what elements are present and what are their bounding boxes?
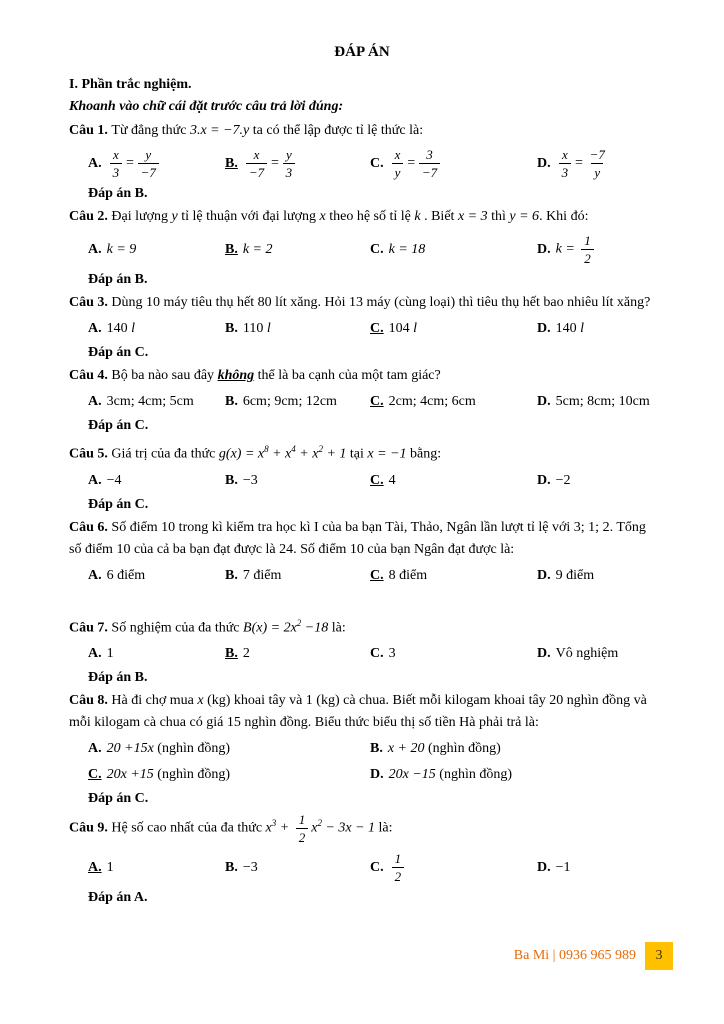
option-label: B. (225, 859, 238, 875)
fraction (138, 147, 159, 180)
option-label: C. (370, 860, 384, 876)
text-segment: l (131, 321, 136, 336)
option (88, 318, 225, 340)
question-label: Câu 5. (69, 446, 112, 462)
option (88, 643, 225, 665)
option-label: A. (88, 241, 102, 257)
text-segment: k = 9 (106, 241, 137, 257)
option (225, 391, 370, 413)
text-segment: 5cm; 8cm; 10cm (555, 394, 650, 409)
option-label: A. (88, 472, 102, 488)
answer-line: Đáp án C. (88, 791, 149, 807)
option (370, 643, 537, 665)
question-label: Câu 2. (69, 209, 112, 224)
text-segment: y = 6 (509, 209, 540, 224)
option (225, 318, 370, 340)
option-label: D. (537, 321, 551, 336)
text-segment: 6cm; 9cm; 12cm (242, 394, 337, 409)
text-segment: Dùng 10 máy tiêu thụ hết 80 lít xăng. Hỏi 13 máy (cùng loại) thì tiêu thụ hết bao nhiêu lít xăng? (111, 295, 651, 310)
fraction (283, 147, 296, 180)
option-label-correct: B. (225, 646, 238, 662)
option (225, 857, 370, 879)
option-label: D. (537, 394, 551, 409)
option (88, 239, 225, 261)
fraction-denominator: −7 (138, 163, 159, 180)
text-segment: −3 (242, 859, 258, 875)
option (537, 565, 655, 587)
option (537, 857, 655, 879)
option (225, 146, 370, 181)
question-label: Câu 8. (69, 693, 112, 709)
text-segment: tại (346, 446, 368, 462)
text-segment: x = 3 (457, 209, 492, 224)
option (88, 391, 225, 413)
questions (69, 120, 655, 909)
text-segment: thì (491, 209, 510, 224)
text-segment: Số nghiệm của đa thức (111, 620, 244, 636)
question-block (69, 612, 655, 690)
instruction-line: Khoanh vào chữ cái đặt trước câu trả lời đúng: (69, 99, 344, 114)
text-segment: 2 (296, 617, 302, 628)
option (537, 643, 655, 665)
text-segment: 110 (242, 321, 267, 336)
question-label: Câu 1. (69, 123, 112, 138)
text-segment: (nghìn đồng) (157, 741, 231, 757)
option (88, 857, 225, 879)
option-label: D. (370, 767, 384, 783)
text-segment: −18 (301, 620, 329, 636)
question-text (69, 811, 655, 846)
footer (514, 942, 673, 970)
page-number-badge: 3 (645, 942, 673, 970)
option-label-correct: C. (370, 394, 384, 409)
answer-line: Đáp án A. (88, 890, 148, 906)
fraction (392, 147, 404, 180)
option (225, 470, 370, 492)
text-segment: không (217, 368, 255, 383)
option (88, 738, 370, 760)
fraction-denominator: 2 (392, 867, 405, 884)
option-label-correct: C. (88, 767, 102, 783)
option-label: C. (370, 155, 384, 171)
option (537, 391, 655, 413)
question-text (69, 365, 655, 387)
text-segment: x (311, 821, 318, 837)
text-segment: 3 (271, 818, 277, 829)
text-segment: theo hệ số tỉ lệ (329, 209, 415, 224)
text-segment: thể là ba cạnh của một tam giác? (254, 368, 441, 383)
fraction-numerator: x (253, 147, 260, 162)
fraction (392, 851, 405, 884)
option-label: D. (537, 241, 551, 257)
fraction-denominator: y (392, 163, 404, 180)
option (225, 565, 370, 587)
text-segment: 104 (388, 321, 414, 336)
option-label-correct: C. (370, 472, 384, 488)
text-segment: Đại lượng (111, 209, 172, 224)
option (370, 565, 537, 587)
fraction-denominator: y (591, 163, 603, 180)
text-segment: Giá trị của đa thức (111, 446, 219, 462)
text-segment: ta có thể lập được tỉ lệ thức là: (252, 123, 424, 138)
text-segment: g(x) = x (218, 446, 265, 462)
text-segment: 1 (106, 646, 114, 662)
fraction-numerator: y (285, 147, 292, 162)
text-segment: x + 20 (387, 741, 429, 757)
text-segment: x (319, 209, 330, 224)
question-block (69, 206, 655, 291)
options-row (69, 232, 655, 267)
text-segment: là: (375, 821, 393, 837)
fraction (419, 147, 440, 180)
text-segment: = (270, 155, 280, 171)
question-block (69, 517, 655, 611)
option-label: D. (537, 646, 551, 662)
text-segment: 3 (388, 646, 396, 662)
option (537, 232, 655, 267)
text-segment: bằng: (406, 446, 442, 462)
option (370, 391, 537, 413)
option (370, 738, 655, 760)
text-segment: . Biết (424, 209, 458, 224)
option-label-correct: B. (225, 241, 238, 257)
question-label: Câu 9. (69, 821, 112, 837)
question-label: Câu 7. (69, 620, 112, 636)
text-segment: −4 (106, 472, 122, 488)
fraction-numerator: 1 (584, 233, 591, 248)
options-row (69, 565, 655, 587)
option (88, 764, 370, 786)
answer-line: Đáp án C. (88, 345, 149, 360)
option (88, 565, 225, 587)
option (88, 146, 225, 181)
option (370, 239, 537, 261)
text-segment: y (171, 209, 182, 224)
section-heading: I. Phần trắc nghiệm. (69, 77, 192, 92)
fraction-denominator: −7 (419, 163, 440, 180)
text-segment: (nghìn đồng) (428, 741, 501, 757)
text-segment: k = 18 (388, 241, 426, 257)
fraction (246, 147, 267, 180)
option-label: D. (537, 155, 551, 171)
options-row (69, 643, 655, 665)
text-segment: 2 (317, 818, 322, 829)
text-segment: −2 (555, 472, 571, 488)
fraction-numerator: −7 (589, 147, 605, 162)
text-segment: + (276, 821, 293, 837)
question-text (69, 120, 655, 142)
question-text (69, 612, 655, 640)
fraction-numerator: 1 (298, 812, 306, 828)
text-segment: + x (268, 446, 292, 462)
text-segment: = (406, 155, 416, 171)
fraction-denominator: −7 (246, 163, 267, 180)
option-label: D. (537, 859, 551, 875)
fraction (110, 147, 123, 180)
text-segment: 8 (264, 444, 269, 454)
text-segment: 2 (242, 646, 250, 662)
option-label: A. (88, 646, 102, 662)
text-segment: Hệ số cao nhất của đa thức (111, 821, 266, 837)
option-label: B. (225, 321, 238, 336)
text-segment: l (266, 321, 271, 336)
option-label: B. (225, 394, 238, 409)
options-row (69, 318, 655, 340)
question-block (69, 365, 655, 437)
question-label: Câu 4. (69, 368, 112, 383)
text-segment: 20x −15 (388, 767, 440, 783)
answer-line: Đáp án C. (88, 496, 149, 512)
fraction (296, 812, 309, 845)
options-row (69, 470, 655, 492)
text-segment: 20 +15x (106, 741, 158, 757)
option-label: B. (225, 567, 238, 583)
answer-line: Đáp án B. (88, 186, 148, 201)
option-label: B. (225, 472, 238, 488)
text-segment: 4 (388, 472, 396, 488)
text-segment: 3cm; 4cm; 5cm (106, 394, 194, 409)
text-segment: k = 2 (242, 241, 273, 257)
fraction-numerator: x (561, 147, 568, 162)
options-row (69, 391, 655, 413)
fraction (581, 233, 594, 266)
option-label-correct: C. (370, 567, 384, 583)
fraction-denominator: 2 (581, 249, 594, 266)
text-segment: . Khi đó: (539, 209, 589, 224)
text-segment: k (414, 209, 425, 224)
question-text (69, 690, 655, 734)
text-segment: 140 (106, 321, 132, 336)
option-label-correct: C. (370, 321, 384, 336)
text-segment: k = (555, 241, 579, 257)
text-segment: + x (295, 446, 319, 462)
text-segment: 2 (318, 444, 323, 454)
text-segment: l (413, 321, 418, 336)
question-block (69, 690, 655, 810)
text-segment: −1 (555, 859, 571, 875)
option (537, 318, 655, 340)
text-segment: Từ đẳng thức (111, 123, 190, 138)
option-label: A. (88, 567, 102, 583)
footer-brand: Ba Mi | 0936 965 989 (513, 948, 636, 963)
text-segment: Bộ ba nào sau đây (111, 368, 218, 383)
text-segment: l (580, 321, 585, 336)
text-segment: 2cm; 4cm; 6cm (388, 394, 476, 409)
text-segment: 7 điểm (242, 567, 282, 583)
text-segment: 20x +15 (106, 767, 158, 783)
text-segment: (nghìn đồng) (439, 767, 513, 783)
option-label: B. (370, 741, 383, 757)
option (370, 850, 537, 885)
question-text (69, 206, 655, 228)
question-block (69, 811, 655, 909)
text-segment: 4 (291, 444, 296, 454)
option (225, 643, 370, 665)
option (88, 470, 225, 492)
option (370, 470, 537, 492)
option-label: A. (88, 321, 102, 336)
text-segment: 140 (555, 321, 581, 336)
fraction-denominator: 3 (559, 163, 572, 180)
text-segment: 3.x = −7.y (189, 123, 253, 138)
option-label: C. (370, 646, 384, 662)
question-block (69, 120, 655, 205)
text-segment: (nghìn đồng) (157, 767, 231, 783)
answer-line: Đáp án C. (88, 418, 149, 433)
text-segment: 9 điểm (555, 567, 595, 583)
fraction-numerator: 3 (426, 147, 433, 162)
text-segment: + 1 (322, 446, 347, 462)
option-label-correct: A. (88, 859, 102, 875)
text-segment: là: (328, 620, 346, 636)
text-segment: (kg) khoai tây và 1 (kg) cà chua. Biết mỗi kilogam khoai tây 20 nghìn đồng và mỗi kilogam cà chua có giá 15 nghìn đồng. Biểu thức biểu thị số tiền Hà phải trả là: (69, 693, 647, 731)
page-title: ĐÁP ÁN (334, 44, 390, 60)
fraction-numerator: 1 (394, 851, 402, 867)
option (537, 470, 655, 492)
options-row (69, 146, 655, 181)
text-segment: x (197, 693, 204, 709)
answer-line: Đáp án B. (88, 272, 148, 287)
options-row (69, 738, 655, 786)
text-segment: x (265, 821, 272, 837)
fraction-numerator: y (145, 147, 152, 162)
option (370, 318, 537, 340)
option (537, 146, 655, 181)
fraction-denominator: 2 (296, 828, 309, 845)
question-text (69, 292, 655, 314)
text-segment: Số điểm 10 trong kì kiểm tra học kì I của ba bạn Tài, Thảo, Ngân lần lượt tỉ lệ với 3; 1; 2. Tổng số điểm 10 của cả ba bạn đạt được là 24. Số điểm 10 của bạn Ngân đạt được là: (69, 519, 646, 557)
text-segment: Vô nghiệm (555, 646, 619, 662)
question-text (69, 438, 655, 466)
answer-line (69, 589, 655, 611)
option-label: D. (537, 472, 551, 488)
question-label: Câu 6. (69, 519, 112, 535)
option-label: A. (88, 155, 102, 171)
question-text (69, 517, 655, 561)
question-block (69, 292, 655, 364)
option (225, 239, 370, 261)
text-segment: 1 (106, 859, 114, 875)
text-segment: − 3x − 1 (321, 821, 376, 837)
fraction (559, 147, 572, 180)
text-segment: B(x) = 2x (243, 620, 297, 636)
text-segment: = (125, 155, 135, 171)
question-block (69, 438, 655, 516)
text-segment: −3 (242, 472, 258, 488)
option (370, 146, 537, 181)
option-label: C. (370, 241, 384, 257)
fraction-denominator: 3 (110, 163, 123, 180)
fraction-numerator: x (112, 147, 119, 162)
answer-line: Đáp án B. (88, 670, 148, 686)
question-label: Câu 3. (69, 295, 112, 310)
text-segment: tỉ lệ thuận với đại lượng (181, 209, 320, 224)
option (370, 764, 655, 786)
fraction-numerator: x (394, 147, 401, 162)
option-label: D. (537, 567, 551, 583)
fraction (587, 147, 608, 180)
option-label: A. (88, 741, 102, 757)
text-segment: x = −1 (367, 446, 407, 462)
option-label-correct: B. (225, 155, 238, 171)
text-segment: Hà đi chợ mua (111, 693, 198, 709)
fraction-denominator: 3 (283, 163, 296, 180)
options-row (69, 850, 655, 885)
text-segment: 8 điểm (388, 567, 428, 583)
option-label: A. (88, 394, 102, 409)
text-segment: 6 điểm (106, 567, 146, 583)
text-segment: = (574, 155, 584, 171)
